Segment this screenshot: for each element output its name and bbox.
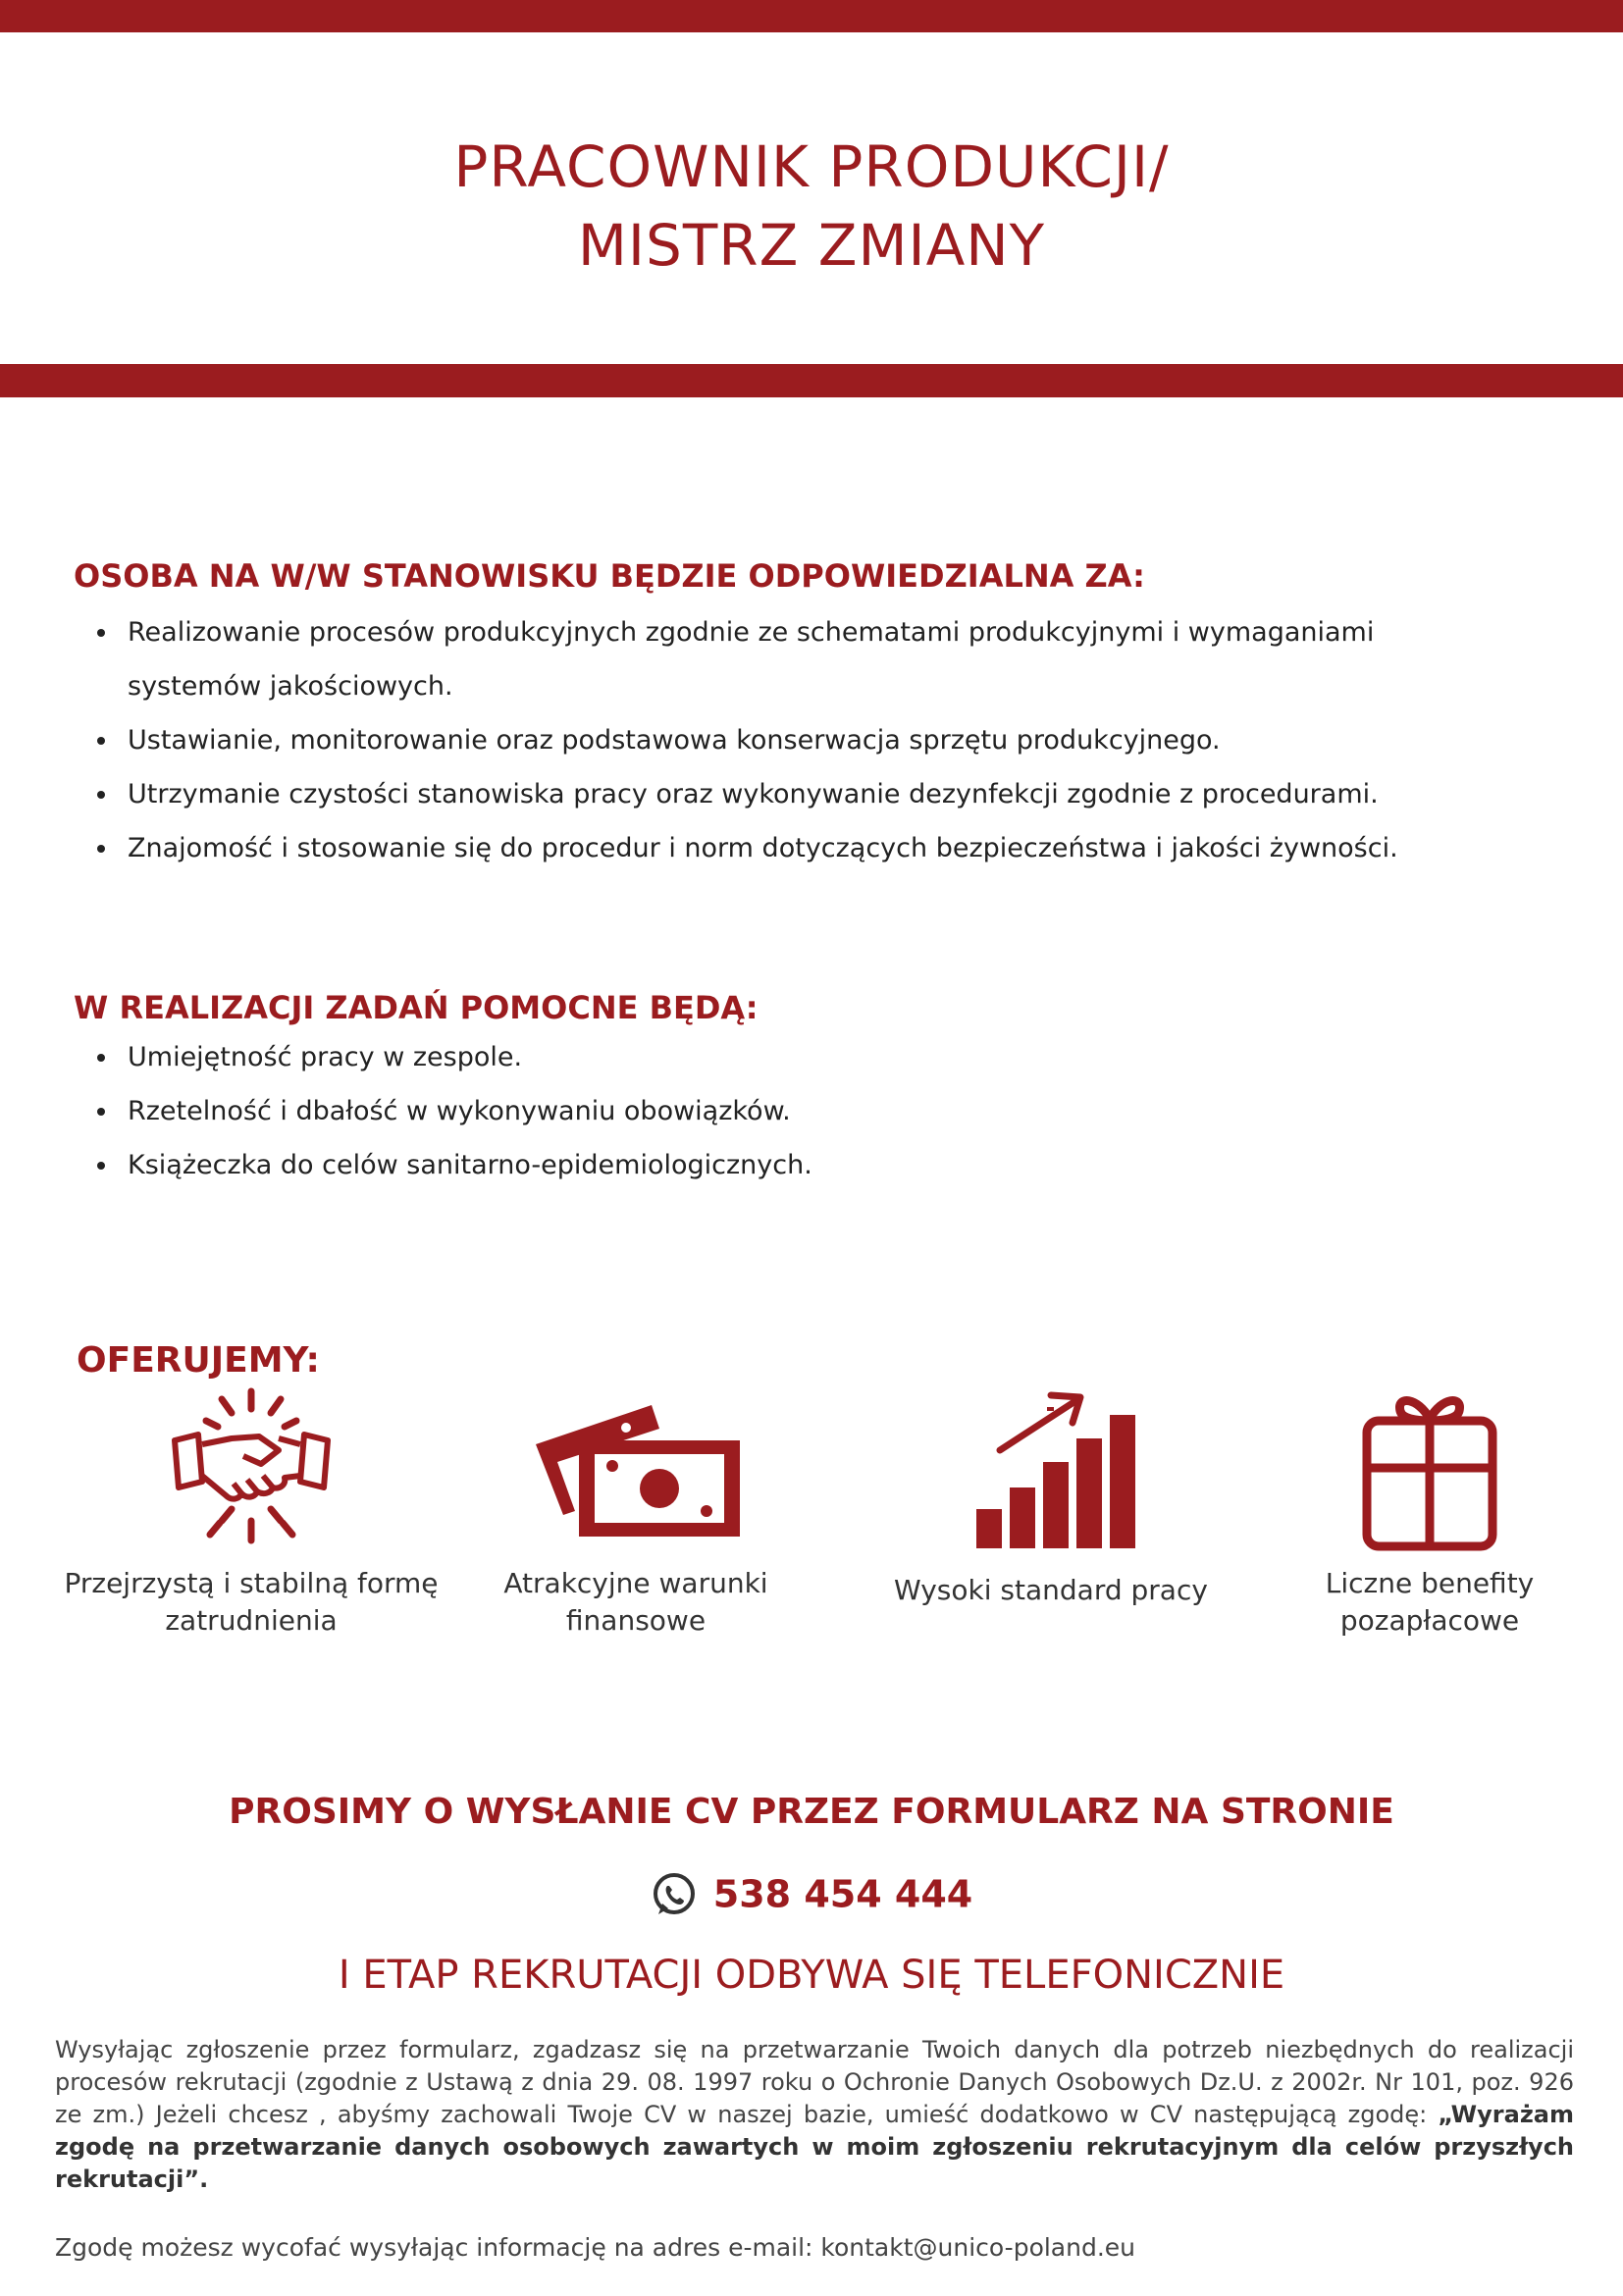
withdraw-consent-text: Zgodę możesz wycofać wysyłając informację na adres e-mail: kontakt@unico-poland.eu <box>55 2233 1136 2262</box>
handshake-icon <box>163 1374 340 1560</box>
responsibilities-heading: OSOBA NA W/W STANOWISKU BĘDZIE ODPOWIEDZIALNA ZA: <box>74 557 1145 595</box>
offer-label: Liczne benefity pozapłacowe <box>1325 1567 1535 1637</box>
top-accent-bar <box>0 0 1623 32</box>
whatsapp-icon <box>651 1871 698 1918</box>
list-item: • Ustawianie, monitorowanie oraz podstawowa konserwacja sprzętu produkcyjnego. <box>120 713 1513 767</box>
growth-chart-icon <box>953 1380 1149 1556</box>
offer-item-employment <box>55 1374 447 1637</box>
money-icon <box>528 1383 744 1570</box>
phone-number[interactable]: 538 454 444 <box>712 1872 973 1916</box>
offer-item-benefits <box>1233 1374 1623 1637</box>
title-line-2: MISTRZ ZMIANY <box>577 212 1046 279</box>
cv-request-text: PROSIMY O WYSŁANIE CV PRZEZ FORMULARZ NA STRONIE <box>229 1792 1394 1832</box>
list-item: • Umiejętność pracy w zespole. <box>120 1030 1395 1084</box>
offer-label: Atrakcyjne warunki finansowe <box>503 1567 768 1637</box>
offer-item-standard <box>855 1374 1247 1606</box>
gift-icon <box>1341 1382 1518 1558</box>
helpful-list <box>88 1030 1395 1192</box>
offer-label: Wysoki standard pracy <box>894 1574 1208 1606</box>
list-item: • Znajomość i stosowanie się do procedur i norm dotyczących bezpieczeństwa i jakości żywności. <box>120 821 1513 875</box>
list-item: • Rzetelność i dbałość w wykonywaniu obowiązków. <box>120 1084 1395 1138</box>
offer-item-finance <box>440 1374 832 1637</box>
responsibilities-list <box>88 605 1513 875</box>
consent-clause: „Wyrażam zgodę na przetwarzanie danych osobowych zawartych w moim zgłoszeniu rekrutacyjnym dla celów przyszłych rekrutacji”. <box>55 2101 1574 2193</box>
privacy-notice-text: Wysyłając zgłoszenie przez formularz, zgadzasz się na przetwarzanie Twoich danych dla potrzeb niezbędnych do realizacji procesów rekrutacji (zgodnie z Ustawą z dnia 29. 08. 1997 roku o Ochronie Danych Osobowych Dz.U. z 2002r. Nr 101, poz. 926 ze zm.) Jeżeli chcesz , abyśmy zachowali Twoje CV w naszej bazie, umieść dodatkowo w CV następującą zgodę: <box>55 2036 1574 2128</box>
title-underline-bar <box>0 364 1623 397</box>
offer-heading: OFERUJEMY: <box>77 1340 320 1381</box>
title-line-1: PRACOWNIK PRODUKCJI/ <box>453 133 1170 200</box>
privacy-notice <box>55 2034 1574 2196</box>
list-item: • Utrzymanie czystości stanowiska pracy oraz wykonywanie dezynfekcji zgodnie z procedurami. <box>120 767 1513 821</box>
helpful-heading: W REALIZACJI ZADAŃ POMOCNE BĘDĄ: <box>74 989 759 1026</box>
list-item: • Książeczka do celów sanitarno-epidemiologicznych. <box>120 1138 1395 1192</box>
page-title <box>0 128 1623 285</box>
phone-row <box>0 1870 1623 1918</box>
recruitment-stage-text: I ETAP REKRUTACJI ODBYWA SIĘ TELEFONICZNIE <box>338 1953 1285 1998</box>
offer-label: Przejrzystą i stabilną formę zatrudnienia <box>64 1567 439 1637</box>
list-item: • Realizowanie procesów produkcyjnych zgodnie ze schematami produkcyjnymi i wymaganiami systemów jakościowych. <box>120 605 1513 713</box>
